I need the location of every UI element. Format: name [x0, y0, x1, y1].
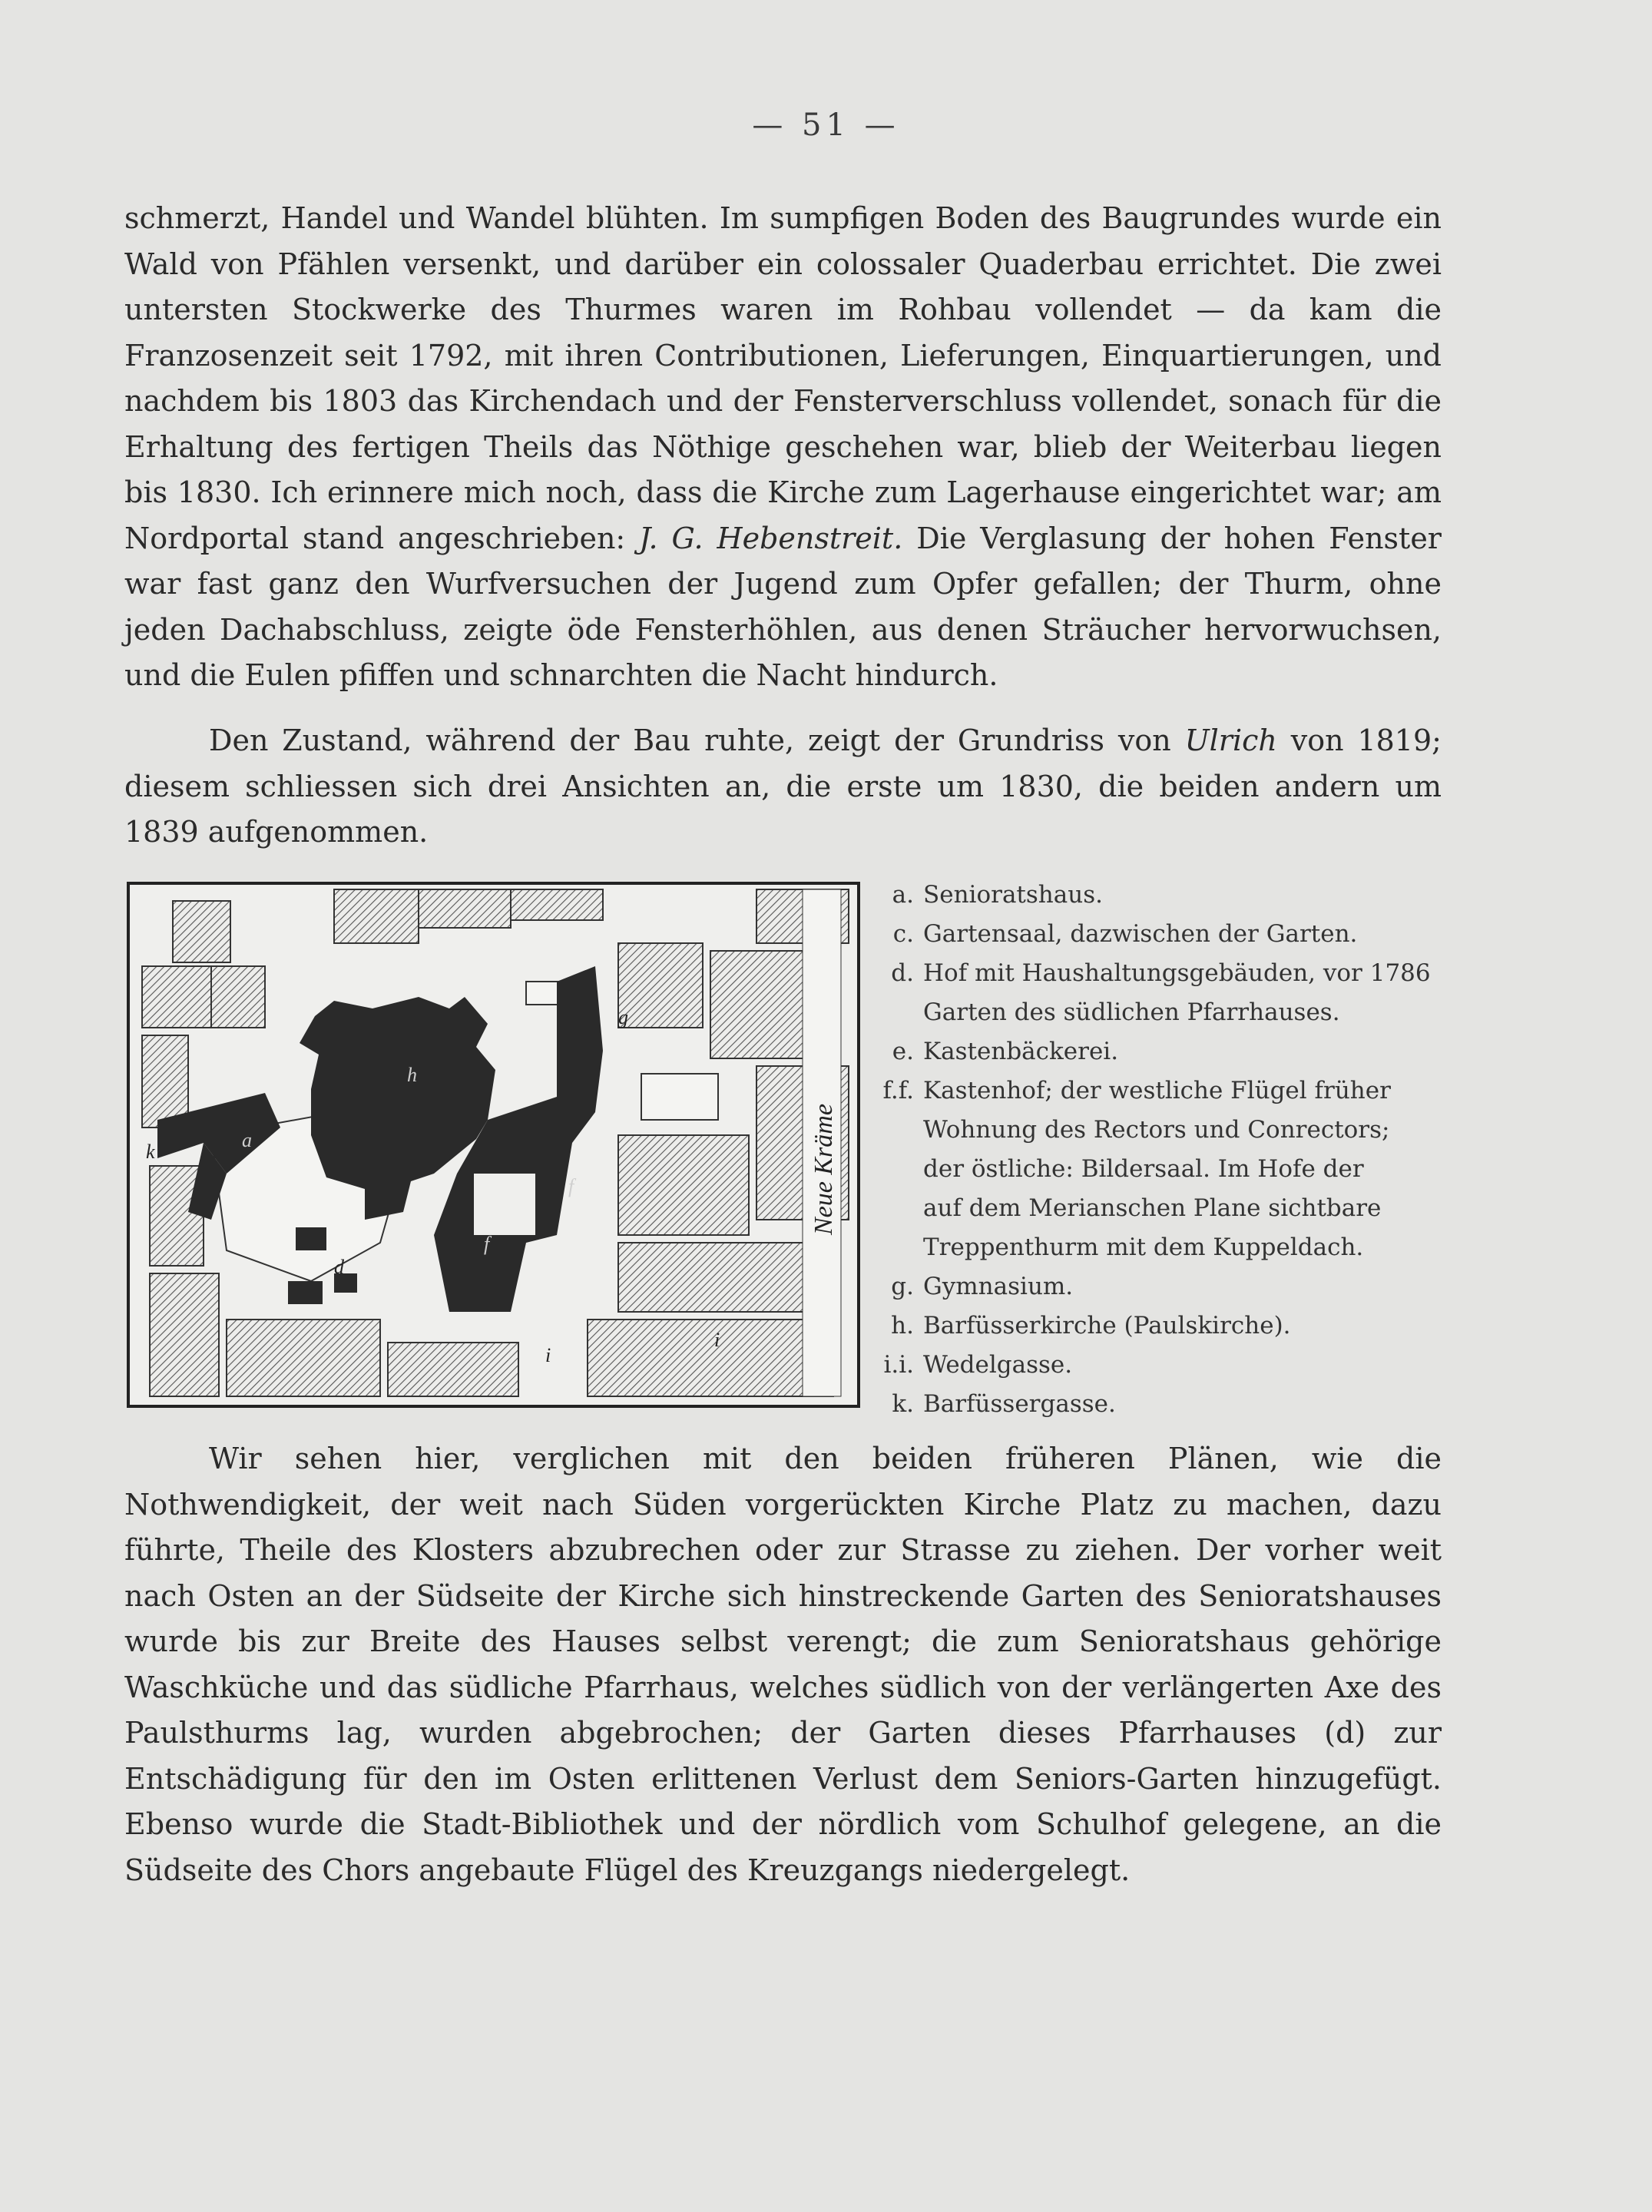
map-label-k: k [146, 1141, 155, 1163]
legend-key: k. [892, 1390, 914, 1418]
legend-key: h. [891, 1312, 914, 1339]
legend-text: Senioratshaus. [923, 881, 1103, 909]
inscription-name: J. G. Hebenstreit. [639, 521, 903, 555]
legend-subline: Wohnung des Rectors und Conrectors; [923, 1116, 1390, 1144]
legend-text: Hof mit Haushaltungsgebäuden, vor 1786 [923, 959, 1431, 987]
paragraph-3-text: Wir sehen hier, verglichen mit den beiden früheren Plänen, wie die Nothwendigkeit, der weit nach Süden vorgerückten Kirche Platz zu machen, dazu führte, Theile des Klosters abzubrechen oder zur Strasse zu ziehen. Der vorher weit nach Osten an der Südseite der Kirche sich hinstreckende Garten des Senioratshauses wurde bis zur Breite des Hauses selbst verengt; die zum Senioratshaus gehörige Waschküche und das südliche Pfarrhaus, welches südlich von der verlängerten Axe des Paulsthurms lag, wurden abgebrochen; der Garten dieses Pfarrhauses (d) zur Entschädigung für den im Osten erlittenen Verlust dem Seniors-Garten hinzugefügt. Ebenso wurde die Stadt-Bibliothek und der nördlich vom Schulhof gelegene, an die Südseite des Chors angebaute Flügel des Kreuzgangs niedergelegt. [124, 1442, 1442, 1887]
paragraph-1-end: Die Verglasung der hohen Fenster war fast ganz den Wurfversuchen der Jugend zum Opfer gefallen; der Thurm, ohne jeden Dachabschluss, zeigte öde Fensterhöhlen, aus denen Sträucher hervorwuchsen, und die Eulen pfiffen und schnarchten die Nacht hindurch. [124, 521, 1442, 692]
legend-subline: der östliche: Bildersaal. Im Hofe der [923, 1155, 1364, 1183]
map-label-h: h [407, 1064, 417, 1086]
legend-subline: auf dem Merianschen Plane sichtbare [923, 1194, 1382, 1222]
legend-item [876, 1306, 1444, 1346]
paragraph-2 [124, 718, 1442, 856]
map-label-d: d [334, 1256, 344, 1278]
legend-item [876, 1032, 1444, 1071]
paragraph-2-end: von 1819; diesem schliessen sich drei Ansichten an, die erste um 1830, die beiden andern um 1839 aufgenommen. [124, 724, 1442, 849]
legend-key: d. [891, 959, 914, 987]
legend-key: e. [892, 1038, 914, 1065]
legend-text: Barfüsserkirche (Paulskirche). [923, 1312, 1291, 1339]
legend-text: Barfüssergasse. [923, 1390, 1116, 1418]
legend-key: g. [891, 1273, 914, 1300]
paragraph-3 [124, 1436, 1442, 1893]
legend-text: Gymnasium. [923, 1273, 1074, 1300]
map-label-a: a [242, 1129, 252, 1151]
map-label-i1: i [545, 1344, 551, 1366]
legend-item [876, 1346, 1444, 1385]
map-label-f2: f [568, 1175, 574, 1197]
legend-item [876, 1385, 1444, 1424]
legend-item [876, 1267, 1444, 1306]
map-legend [876, 876, 1444, 1424]
legend-item [876, 876, 1444, 915]
ground-plan-map [127, 882, 860, 1408]
legend-key: a. [892, 881, 914, 909]
legend-item [876, 915, 1444, 954]
paragraph-1-text: schmerzt, Handel und Wandel blühten. Im sumpfigen Boden des Baugrundes wurde ein Wald von Pfählen versenkt, und darüber ein colossaler Quaderbau errichtet. Die zwei untersten Stockwerke des Thurmes waren im Rohbau vollendet — da kam die Franzosenzeit seit 1792, mit ihren Contributionen, Lieferungen, Einquartierungen, und nachdem bis 1803 das Kirchendach und der Fensterverschluss vollendet, sonach für die Erhaltung des fertigen Theils das Nöthige geschehen war, blieb der Weiterbau liegen bis 1830. Ich erinnere mich noch, dass die Kirche zum Lagerhause eingerichtet war; am Nordportal stand angeschrieben: [124, 201, 1442, 555]
legend-key: c. [892, 920, 914, 948]
page-number: — 51 — [752, 108, 900, 143]
legend-text: Kastenbäckerei. [923, 1038, 1119, 1065]
legend-text: Gartensaal, dazwischen der Garten. [923, 920, 1358, 948]
map-label-i2: i [714, 1329, 720, 1351]
map-label-g: g [618, 1006, 628, 1028]
ground-plan-figure [127, 882, 860, 1408]
legend-subline: Treppenthurm mit dem Kuppeldach. [923, 1233, 1364, 1261]
legend-subline: Garten des südlichen Pfarrhauses. [923, 998, 1340, 1026]
author-name: Ulrich [1184, 724, 1277, 757]
street-label: Neue Kräme [809, 1104, 838, 1235]
legend-item [876, 954, 1444, 993]
legend-text: Wedelgasse. [923, 1351, 1073, 1379]
map-label-f1: f [484, 1233, 490, 1255]
paragraph-2-start: Den Zustand, während der Bau ruhte, zeigt der Grundriss von [209, 724, 1171, 757]
legend-text: Kastenhof; der westliche Flügel früher [923, 1077, 1391, 1104]
legend-item [876, 1071, 1444, 1111]
legend-key: i.i. [883, 1351, 914, 1379]
legend-key: f.f. [882, 1077, 914, 1104]
paragraph-1 [124, 196, 1442, 699]
